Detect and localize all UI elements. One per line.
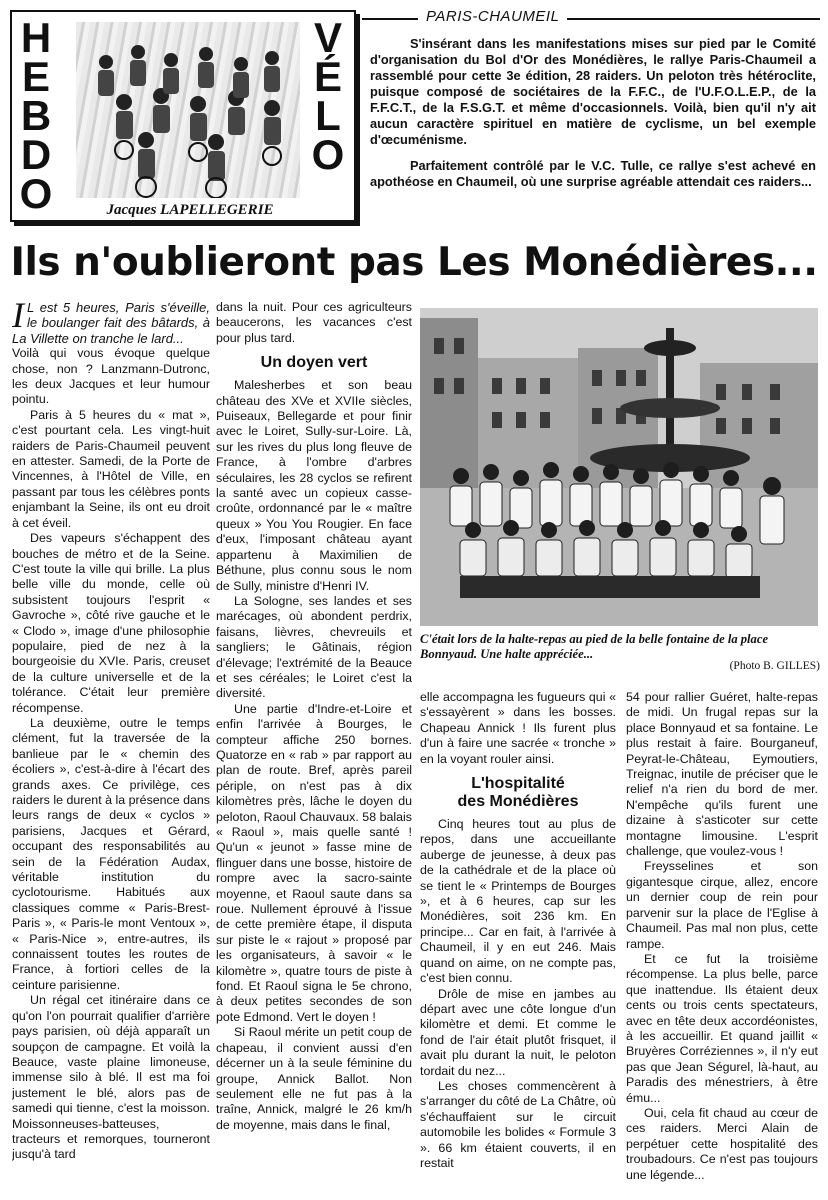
article-column-1 bbox=[12, 300, 210, 1196]
subhead-line: L'hospitalité bbox=[471, 775, 565, 793]
body-paragraph: Cinq heures tout au plus de repos, dans une accueillante auberge de jeunesse, à deux pas de la cathédrale et de la place où se tient le « Printemps de Bourges », et à 6 heures, cap sur les Monédières, soit 236 km. En principe... Car en fait, à l'arrivée à Chaumeil, il y en eut 246. Mais quand on aime, on ne compte pas, c'est bien connu. bbox=[420, 817, 616, 986]
body-paragraph: Des vapeurs s'échappent des bouches de métro et de la Seine. C'est toute la ville qui brille. La plus belle ville du monde, celle où subsistent toujours l'esprit « Gavroche », côté rive gauche et le « Clodo », image d'une philosophie populaire, pied de nez à la bourgeoisie du XVIe. Paris, creuset de la culture universelle et de la tolérance. C'était leur première récompense. bbox=[12, 531, 210, 715]
body-paragraph: Malesherbes et son beau château des XVe et XVIIe siècles, Puiseaux, Bellegarde et pour finir avec le Loiret, Sully-sur-Loire. Là, sur les rives du plus long fleuve de France, à l'ombre d'arbres séculaires, les 28 cyclos se refirent la santé avec un copieux casse-croûte, ordonnancé par le « maître queux » You You Rougier. En face d'eux, l'imposant château ayant appartenu à Maximilien de Béthune, plus connu sous le nom de Sully, ministre d'Henri IV. bbox=[216, 378, 412, 593]
article-intro bbox=[370, 36, 816, 200]
fountain-group-illustration bbox=[420, 308, 818, 626]
lead-paragraph bbox=[12, 300, 210, 346]
article-column-2 bbox=[216, 300, 412, 1196]
hebdo-letter: O bbox=[19, 170, 53, 217]
hebdo-letter: D bbox=[20, 131, 52, 178]
group-photo bbox=[420, 308, 818, 626]
body-paragraph: La Sologne, ses landes et ses marécages, où abondent perdrix, faisans, lièvres, chevreuils et sangliers; le Gâtinais, région d'élevage; l'extrémité de la Beauce et ses céréales; le Loiret c'est la diversité. bbox=[216, 593, 412, 701]
velo-vertical-title bbox=[308, 14, 348, 178]
drop-initial: I bbox=[12, 300, 24, 335]
author-byline: Jacques LAPELLEGERIE bbox=[106, 202, 274, 218]
subhead-hospitalite bbox=[420, 775, 616, 811]
intro-paragraph: Parfaitement contrôlé par le V.C. Tulle, ce rallye s'est achevé en apothéose en Chaumeil, où une surprise agréable attendait ces raiders... bbox=[370, 158, 816, 189]
body-paragraph: Drôle de mise en jambes au départ avec une côte longue d'un kilomètre et demi. Et comme le fond de l'air était plutôt frisquet, il avait plu durant la nuit, le peloton tordait du nez... bbox=[420, 986, 616, 1078]
hebdo-velo-box bbox=[10, 10, 356, 222]
body-paragraph: Voilà qui vous évoque quelque chose, non ? Lanzmann-Dutronc, les deux Jacques et leur humour pointu. bbox=[12, 346, 210, 407]
article-column-4 bbox=[626, 690, 818, 1196]
subhead-line: des Monédières bbox=[457, 793, 579, 811]
body-paragraph: Et ce fut la troisième récompense. La plus belle, parce que inattendue. Ils étaient deux cents ou trois cents spectateurs, avec en tête deux accordéonistes, à les accueillir. Et quand jaillit « Bruyères Corréziennes », il n'y eut pas que Jean Ségurel, là-haut, au Paradis des ménestriers, à être ému... bbox=[626, 951, 818, 1105]
hebdo-letter: H bbox=[20, 14, 52, 61]
continuation-paragraph: 54 pour rallier Guéret, halte-repas de midi. Un frugal repas sur la place Bonnyaud et sa fontaine. Le plus restait à faire. Bourganeuf, Peyrat-le-Château, Eymoutiers, Treignac, inutile de préciser que le relief n'a rien du bord de mer. N'empêche qu'ils furent une dizaine à s'asticoter sur cette montagne limousine. L'esprit challenge, que voulez-vous ! bbox=[626, 690, 818, 859]
body-paragraph: Paris à 5 heures du « mat », c'est pourtant cela. Les vingt-huit raiders de Paris-Chaumeil peuvent en attester. Samedi, de la Porte de Vincennes, à l'Hôtel de Ville, en passant par tous les célèbres ponts enjambant la Seine, ils ont eu droit à cet éveil. bbox=[12, 407, 210, 530]
body-paragraph: Oui, cela fit chaud au cœur de ces raiders. Merci Alain de perpétuer cette hospitalité des troubadours. Ce n'est pas toujours une légende... bbox=[626, 1105, 818, 1182]
photo-caption: C'était lors de la halte-repas au pied de la belle fontaine de la place Bonnyaud. Une halte appréciée... bbox=[420, 632, 769, 661]
cyclists-photo bbox=[76, 22, 300, 198]
headline: Ils n'oublieront pas Les Monédières... bbox=[10, 240, 818, 285]
body-paragraph: Un régal cet itinéraire dans ce qu'on l'on pourrait qualifier d'arrière pays parisien, où déjà apparaît un soupçon de campagne. Et voilà la Beauce, vaste plaine limoneuse, immense silo à blé. Il est ma foi justement le blé, alors pas de samedi qui tienne, c'est la moisson. Moissonneuses-batteuses, tracteurs et remorques, tourneront jusqu'à tard bbox=[12, 993, 210, 1162]
velo-letter: V bbox=[313, 14, 342, 61]
body-paragraph: Freysselines et son gigantesque cirque, allez, encore un dernier coup de rein pour parvenir sur la place de l'Eglise à Chaumeil. Pas mal non plus, cette rampe. bbox=[626, 859, 818, 951]
hebdo-letter: B bbox=[20, 92, 52, 139]
body-paragraph: La deuxième, outre le temps clément, fut la traversée de la banlieue par le « chemin des écoliers », c'est-à-dire à l'écart des grands axes. Ce privilège, ces raiders le durent à la présence dans leurs rangs de deux « cyclos » parisiens, Jacques et Gérard, occupant des responsabilités au sein de la Fédération Audax, véritable institution du cyclotourisme. Habitués aux classiques comme « Paris-Brest-Paris », « Paris-le mont Ventoux », « Paris-Nice », entre-autres, ils connaissent toutes les routes de France, à fortiori celles de la ceinture parisienne. bbox=[12, 715, 210, 992]
hebdo-vertical-title bbox=[16, 14, 56, 217]
photo-credit: (Photo B. GILLES) bbox=[729, 660, 820, 672]
velo-letter: O bbox=[311, 131, 345, 178]
intro-paragraph: S'insérant dans les manifestations mises sur pied par le Comité d'organisation du Bol d'Or des Monédières, le rallye Paris-Chaumeil a rassemblé pour cette 3e édition, 28 raiders. Un peloton très hétéroclite, puisque composé de sociétaires de la F.F.C., de l'U.F.O.L.E.P., de la F.F.C.T., de la F.S.G.T. et même d'occasionnels. Voilà, bien qu'il n'y ait aucun caractère spirituel en matière de cyclisme, un bel exemple d'œcuménisme. bbox=[370, 36, 816, 147]
article-column-3 bbox=[420, 690, 616, 1196]
body-paragraph: Les choses commencèrent à s'arranger du côté de La Châtre, où s'échauffaient sur le circuit automobile les bolides « Formule 3 ». 66 km étaient couverts, il en restait bbox=[420, 1078, 616, 1170]
velo-letter: L bbox=[315, 92, 341, 139]
cyclists-illustration bbox=[76, 22, 300, 198]
continuation-paragraph: elle accompagna les fugueurs qui « s'essayèrent » dans les bosses. Chapeau Annick ! Ils furent plus d'un à faire une sacrée « tronche » en la voyant rouler ainsi. bbox=[420, 690, 616, 766]
body-paragraph: Si Raoul mérite un petit coup de chapeau, il convient aussi d'en décerner un à la seule féminine du groupe, Annick Ballot. Non seulement elle ne fut pas à la traîne, Annick, malgré le 26 km/h de moyenne, mais dans le final, bbox=[216, 1025, 412, 1132]
subhead-doyen-vert: Un doyen vert bbox=[260, 354, 368, 372]
velo-letter: É bbox=[313, 53, 342, 100]
section-label: PARIS-CHAUMEIL bbox=[418, 8, 567, 25]
body-paragraph: Une partie d'Indre-et-Loire et enfin l'arrivée à Bourges, le compteur affiche 250 bornes. Quatorze en « rab » par rapport au plan de route. Bref, après pareil périple, on n'est pas à dix kilomètres près, lâche le doyen du peloton, Raoul Chauvaux. 58 balais « Raoul », mais quelle santé ! Qu'un « jeunot » fasse mine de flinguer dans une bosse, histoire de rompre avec la sacro-sainte moyenne, et Raoul saute dans sa roue. Nullement éprouvé à l'issue de cette première étape, il disputa sur piste le « rajout » proposé par les organisateurs, à savoir « le kilomètre », quatre tours de piste à fond. Et Raoul signa le 5e chrono, à deux petites secondes de son pote Edmond. Vert le doyen ! bbox=[216, 701, 412, 1024]
lead-text: L est 5 heures, Paris s'éveille, le boulanger fait des bâtards, à La Villette on tranche le lard... bbox=[12, 300, 210, 346]
hebdo-letter: E bbox=[21, 53, 50, 100]
continuation-paragraph: dans la nuit. Pour ces agriculteurs beaucerons, les vacances c'est pour plus tard. bbox=[216, 300, 412, 345]
